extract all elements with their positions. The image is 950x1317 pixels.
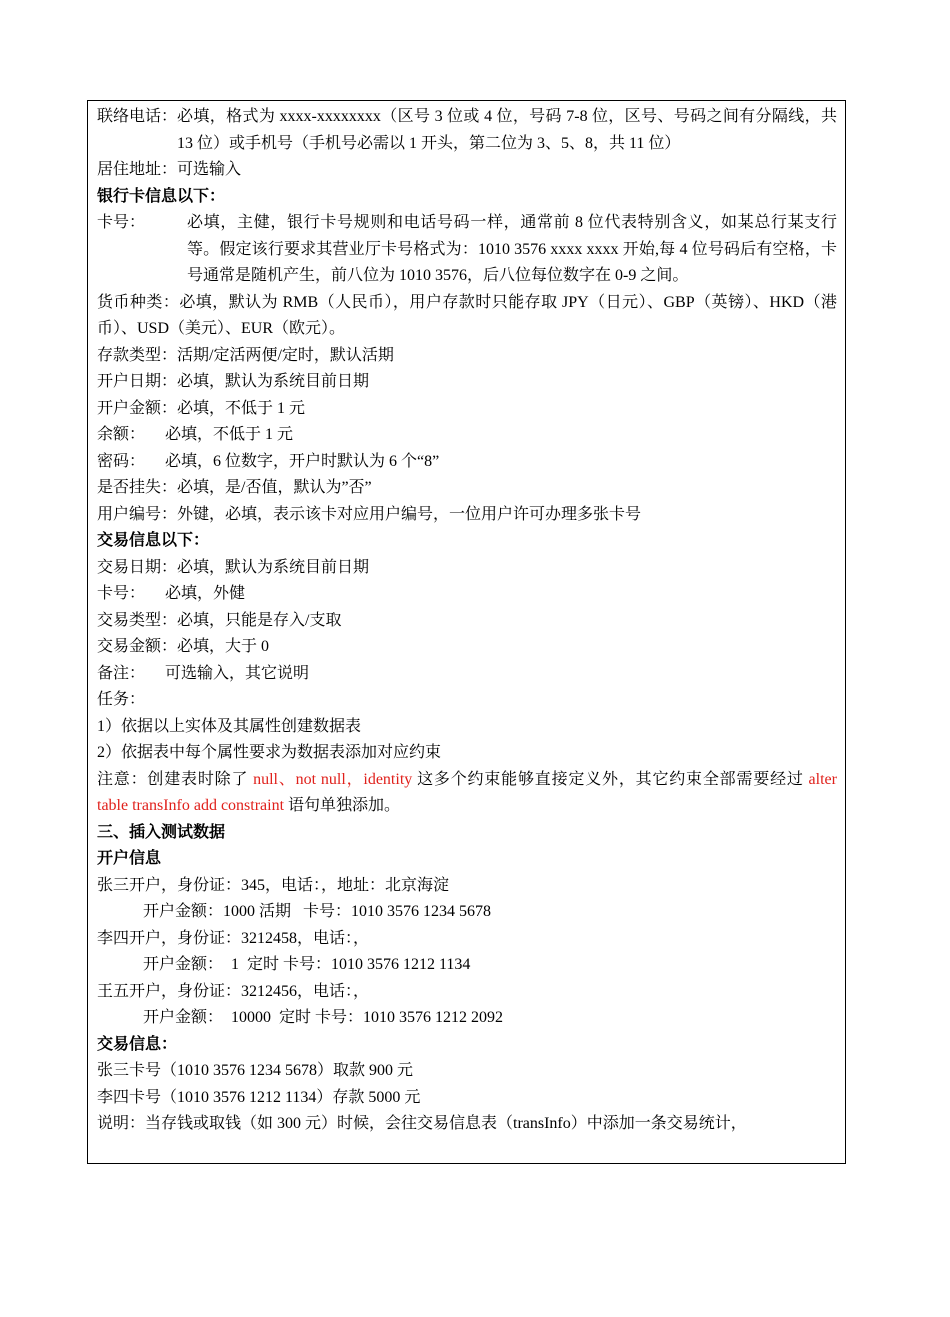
note-suffix: 语句单独添加。: [284, 797, 401, 814]
contact-phone-field: [97, 104, 837, 157]
trans-field-line: 交易类型：必填，只能是存入/支取: [97, 611, 342, 629]
open-account-heading: 开户信息: [97, 850, 162, 867]
trade-line: 张三卡号（1010 3576 1234 5678）取款 900 元: [97, 1062, 414, 1079]
card-number-field: [97, 210, 837, 290]
open-account-line: 开户金额：1000 活期 卡号：1010 3576 1234 5678: [143, 903, 492, 920]
address-desc: 可选输入: [177, 161, 242, 178]
card-number-desc: 必填，主健，银行卡号规则和电话号码一样，通常前 8 位代表特别含义，如某总行某支行等。假定该行要求其营业厅卡号格式为：1010 3576 xxxx xxxx 开始,每 4 位号码后有空格，卡号通常是随机产生，前八位为 1010 3576，后八位每位数字在 0-9 之间。: [187, 214, 837, 284]
trade-heading: 交易信息：: [97, 1035, 178, 1053]
bank-card-heading: 银行卡信息以下：: [97, 187, 226, 205]
task-item: 2）依据表中每个属性要求为数据表添加对应约束: [97, 744, 442, 761]
bank-field-line: 开户日期：必填，默认为系统目前日期: [97, 373, 370, 390]
transaction-heading: 交易信息以下：: [97, 532, 210, 549]
bank-field-line: 密码： 必填，6 位数字，开户时默认为 6 个“8”: [97, 452, 440, 470]
contact-phone-desc: 必填，格式为 xxxx-xxxxxxxx（区号 3 位或 4 位，号码 7-8 位，区号、号码之间有分隔线，共 13 位）或手机号（手机号必需以 1 开头，第二位为 3、5、8，共 11 位）: [177, 108, 837, 152]
address-label: 居住地址：: [97, 161, 178, 178]
document-content: [97, 104, 837, 1138]
note-sql-red: alter table transInfo add constraint: [97, 770, 837, 814]
open-account-line: 开户金额： 1 定时 卡号：1010 3576 1212 1134: [143, 956, 471, 973]
card-number-label: 卡号：: [97, 214, 146, 231]
trans-field-line: 交易金额：必填，大于 0: [97, 638, 270, 655]
currency-field: 货币种类：必填，默认为 RMB（人民币），用户存款时只能存取 JPY（日元）、GBP（英镑）、HKD（港币）、USD（美元）、EUR（欧元）。: [97, 293, 837, 337]
trans-field-line: 卡号： 必填，外健: [97, 585, 246, 602]
open-account-line: 张三开户，身份证：345，电话：，地址：北京海淀: [97, 876, 450, 894]
address-field: [97, 157, 837, 184]
trade-line: 李四卡号（1010 3576 1212 1134）存款 5000 元: [97, 1088, 421, 1106]
open-account-line: 王五开户，身份证：3212456，电话：，: [97, 982, 370, 1000]
document-table-cell: [87, 100, 846, 1164]
bank-field-line: 余额： 必填，不低于 1 元: [97, 426, 294, 443]
note-prefix: 注意：创建表时除了: [97, 770, 254, 788]
section-3-heading: 三、插入测试数据: [97, 823, 226, 841]
bank-field-line: 存款类型：活期/定活两便/定时，默认活期: [97, 346, 394, 364]
bank-field-line: 是否挂失：必填，是/否值，默认为”否”: [97, 479, 372, 496]
trans-field-line: 交易日期：必填，默认为系统目前日期: [97, 558, 370, 576]
note-paragraph: [97, 767, 837, 820]
open-account-line: 开户金额： 10000 定时 卡号：1010 3576 1212 2092: [143, 1009, 504, 1026]
trade-line: 说明：当存钱或取钱（如 300 元）时候，会往交易信息表（transInfo）中添加一条交易统计，: [97, 1115, 747, 1132]
task-label: 任务：: [97, 691, 146, 708]
trans-field-line: 备注： 可选输入，其它说明: [97, 664, 310, 682]
contact-phone-label: 联络电话：: [97, 108, 178, 125]
note-middle: 这多个约束能够直接定义外，其它约束全部需要经过: [412, 770, 809, 788]
open-account-line: 李四开户，身份证：3212458，电话：，: [97, 929, 370, 947]
bank-field-line: 用户编号：外键，必填，表示该卡对应用户编号，一位用户许可办理多张卡号: [97, 505, 642, 523]
bank-field-line: 开户金额：必填，不低于 1 元: [97, 399, 306, 417]
task-item: 1）依据以上实体及其属性创建数据表: [97, 717, 362, 735]
note-constraints-red: null、not null，identity: [253, 770, 413, 788]
